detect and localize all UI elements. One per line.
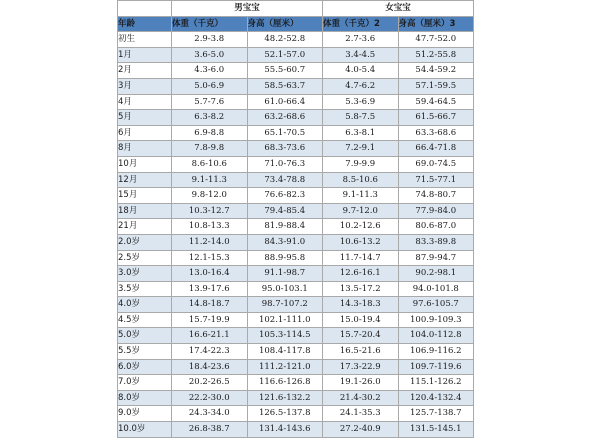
group-header-row [118,1,474,17]
boy-weight-cell: 11.2-14.0 [172,234,248,250]
table-row [118,422,474,438]
boy-height-cell: 98.7-107.2 [247,297,323,313]
table-row [118,375,474,391]
girl-height-cell: 74.8-80.7 [398,188,474,204]
table-row [118,156,474,172]
girl-weight-cell: 15.7-20.4 [323,328,399,344]
table-row [118,250,474,266]
group-header-girl: 女宝宝 [323,1,474,17]
girl-weight-cell: 17.3-22.9 [323,359,399,375]
girl-height-cell: 57.1-59.5 [398,78,474,94]
girl-height-cell: 120.4-132.4 [398,390,474,406]
girl-weight-cell: 6.3-8.1 [323,125,399,141]
boy-weight-cell: 18.4-23.6 [172,359,248,375]
age-cell: 6.0岁 [118,359,172,375]
table-row [118,188,474,204]
girl-height-cell: 63.3-68.6 [398,125,474,141]
age-cell: 2.0岁 [118,234,172,250]
boy-height-cell: 65.1-70.5 [247,125,323,141]
table-row [118,125,474,141]
boy-height-cell: 111.2-121.0 [247,359,323,375]
group-header-boy: 男宝宝 [172,1,323,17]
girl-height-cell: 71.5-77.1 [398,172,474,188]
boy-height-cell: 121.6-132.2 [247,390,323,406]
boy-weight-cell: 4.3-6.0 [172,63,248,79]
table-row [118,203,474,219]
age-cell: 21月 [118,219,172,235]
boy-weight-cell: 8.6-10.6 [172,156,248,172]
group-header-corner [118,1,172,17]
table-row [118,219,474,235]
boy-weight-cell: 6.9-8.8 [172,125,248,141]
table-row [118,172,474,188]
table-row [118,312,474,328]
boy-weight-cell: 3.6-5.0 [172,47,248,63]
girl-weight-cell: 24.1-35.3 [323,406,399,422]
column-header-boy-weight: 体重（千克） [172,16,248,32]
age-cell: 4.0岁 [118,297,172,313]
age-cell: 4月 [118,94,172,110]
table-row [118,234,474,250]
girl-weight-cell: 5.3-6.9 [323,94,399,110]
boy-height-cell: 102.1-111.0 [247,312,323,328]
boy-height-cell: 55.5-60.7 [247,63,323,79]
boy-height-cell: 126.5-137.8 [247,406,323,422]
girl-weight-cell: 2.7-3.6 [323,32,399,48]
age-cell: 2月 [118,63,172,79]
column-header-age: 年龄 [118,16,172,32]
boy-weight-cell: 22.2-30.0 [172,390,248,406]
boy-weight-cell: 24.3-34.0 [172,406,248,422]
age-cell: 10.0岁 [118,422,172,438]
girl-height-cell: 109.7-119.6 [398,359,474,375]
girl-weight-cell: 21.4-30.2 [323,390,399,406]
girl-height-cell: 131.5-145.1 [398,422,474,438]
girl-height-cell: 115.1-126.2 [398,375,474,391]
age-cell: 初生 [118,32,172,48]
girl-height-cell: 51.2-55.8 [398,47,474,63]
boy-weight-cell: 17.4-22.3 [172,344,248,360]
boy-weight-cell: 14.8-18.7 [172,297,248,313]
boy-height-cell: 91.1-98.7 [247,266,323,282]
boy-weight-cell: 13.0-16.4 [172,266,248,282]
girl-height-cell: 94.0-101.8 [398,281,474,297]
table-row [118,406,474,422]
girl-weight-cell: 27.2-40.9 [323,422,399,438]
girl-height-cell: 54.4-59.2 [398,63,474,79]
girl-weight-cell: 10.2-12.6 [323,219,399,235]
girl-height-cell: 106.9-116.2 [398,344,474,360]
girl-weight-cell: 15.0-19.4 [323,312,399,328]
girl-height-cell: 69.0-74.5 [398,156,474,172]
boy-weight-cell: 10.8-13.3 [172,219,248,235]
table-row [118,78,474,94]
table-row [118,141,474,157]
boy-height-cell: 76.6-82.3 [247,188,323,204]
girl-weight-cell: 10.6-13.2 [323,234,399,250]
boy-weight-cell: 5.0-6.9 [172,78,248,94]
age-cell: 4.5岁 [118,312,172,328]
table-row [118,63,474,79]
column-header-girl-height: 身高（厘米）3 [398,16,474,32]
column-header-boy-height: 身高（厘米） [247,16,323,32]
boy-height-cell: 79.4-85.4 [247,203,323,219]
age-cell: 12月 [118,172,172,188]
boy-weight-cell: 26.8-38.7 [172,422,248,438]
girl-height-cell: 61.5-66.7 [398,110,474,126]
boy-height-cell: 48.2-52.8 [247,32,323,48]
table-row [118,32,474,48]
age-cell: 5.0岁 [118,328,172,344]
table-row [118,344,474,360]
age-cell: 3月 [118,78,172,94]
table-body [118,1,474,438]
column-header-girl-weight: 体重（千克）2 [323,16,399,32]
girl-weight-cell: 9.1-11.3 [323,188,399,204]
girl-weight-cell: 4.7-6.2 [323,78,399,94]
table-row [118,328,474,344]
boy-weight-cell: 16.6-21.1 [172,328,248,344]
boy-height-cell: 52.1-57.0 [247,47,323,63]
girl-weight-cell: 13.5-17.2 [323,281,399,297]
boy-height-cell: 131.4-143.6 [247,422,323,438]
boy-height-cell: 105.3-114.5 [247,328,323,344]
girl-weight-cell: 14.3-18.3 [323,297,399,313]
girl-weight-cell: 7.9-9.9 [323,156,399,172]
boy-height-cell: 71.0-76.3 [247,156,323,172]
table-row [118,359,474,375]
boy-height-cell: 58.5-63.7 [247,78,323,94]
boy-height-cell: 61.0-66.4 [247,94,323,110]
age-cell: 8.0岁 [118,390,172,406]
boy-height-cell: 84.3-91.0 [247,234,323,250]
boy-weight-cell: 15.7-19.9 [172,312,248,328]
boy-height-cell: 63.2-68.6 [247,110,323,126]
boy-weight-cell: 7.8-9.8 [172,141,248,157]
girl-weight-cell: 3.4-4.5 [323,47,399,63]
age-cell: 9.0岁 [118,406,172,422]
boy-weight-cell: 9.8-12.0 [172,188,248,204]
table-row [118,390,474,406]
boy-weight-cell: 12.1-15.3 [172,250,248,266]
girl-weight-cell: 16.5-21.6 [323,344,399,360]
age-cell: 3.5岁 [118,281,172,297]
boy-weight-cell: 13.9-17.6 [172,281,248,297]
boy-height-cell: 88.9-95.8 [247,250,323,266]
boy-height-cell: 116.6-126.8 [247,375,323,391]
girl-weight-cell: 11.7-14.7 [323,250,399,266]
table-row [118,281,474,297]
girl-weight-cell: 5.8-7.5 [323,110,399,126]
age-cell: 6月 [118,125,172,141]
girl-height-cell: 100.9-109.3 [398,312,474,328]
table-row [118,297,474,313]
boy-weight-cell: 2.9-3.8 [172,32,248,48]
column-header-row [118,16,474,32]
girl-height-cell: 104.0-112.8 [398,328,474,344]
table-row [118,110,474,126]
girl-height-cell: 87.9-94.7 [398,250,474,266]
boy-height-cell: 68.3-73.6 [247,141,323,157]
girl-height-cell: 80.6-87.0 [398,219,474,235]
girl-height-cell: 125.7-138.7 [398,406,474,422]
girl-weight-cell: 19.1-26.0 [323,375,399,391]
girl-weight-cell: 9.7-12.0 [323,203,399,219]
table-row [118,47,474,63]
age-cell: 3.0岁 [118,266,172,282]
girl-weight-cell: 8.5-10.6 [323,172,399,188]
age-cell: 10月 [118,156,172,172]
boy-height-cell: 95.0-103.1 [247,281,323,297]
girl-height-cell: 59.4-64.5 [398,94,474,110]
boy-height-cell: 73.4-78.8 [247,172,323,188]
girl-height-cell: 90.2-98.1 [398,266,474,282]
boy-weight-cell: 5.7-7.6 [172,94,248,110]
age-cell: 2.5岁 [118,250,172,266]
table-row [118,94,474,110]
girl-weight-cell: 7.2-9.1 [323,141,399,157]
boy-weight-cell: 6.3-8.2 [172,110,248,126]
boy-weight-cell: 10.3-12.7 [172,203,248,219]
age-cell: 1月 [118,47,172,63]
girl-height-cell: 97.6-105.7 [398,297,474,313]
age-cell: 18月 [118,203,172,219]
age-cell: 7.0岁 [118,375,172,391]
girl-weight-cell: 4.0-5.4 [323,63,399,79]
age-cell: 5月 [118,110,172,126]
girl-height-cell: 47.7-52.0 [398,32,474,48]
age-cell: 8月 [118,141,172,157]
girl-weight-cell: 12.6-16.1 [323,266,399,282]
girl-height-cell: 77.9-84.0 [398,203,474,219]
table-row [118,266,474,282]
age-cell: 5.5岁 [118,344,172,360]
girl-height-cell: 83.3-89.8 [398,234,474,250]
boy-weight-cell: 9.1-11.3 [172,172,248,188]
girl-height-cell: 66.4-71.8 [398,141,474,157]
boy-height-cell: 108.4-117.8 [247,344,323,360]
boy-weight-cell: 20.2-26.5 [172,375,248,391]
boy-height-cell: 81.9-88.4 [247,219,323,235]
age-cell: 15月 [118,188,172,204]
growth-standard-table [117,0,474,438]
